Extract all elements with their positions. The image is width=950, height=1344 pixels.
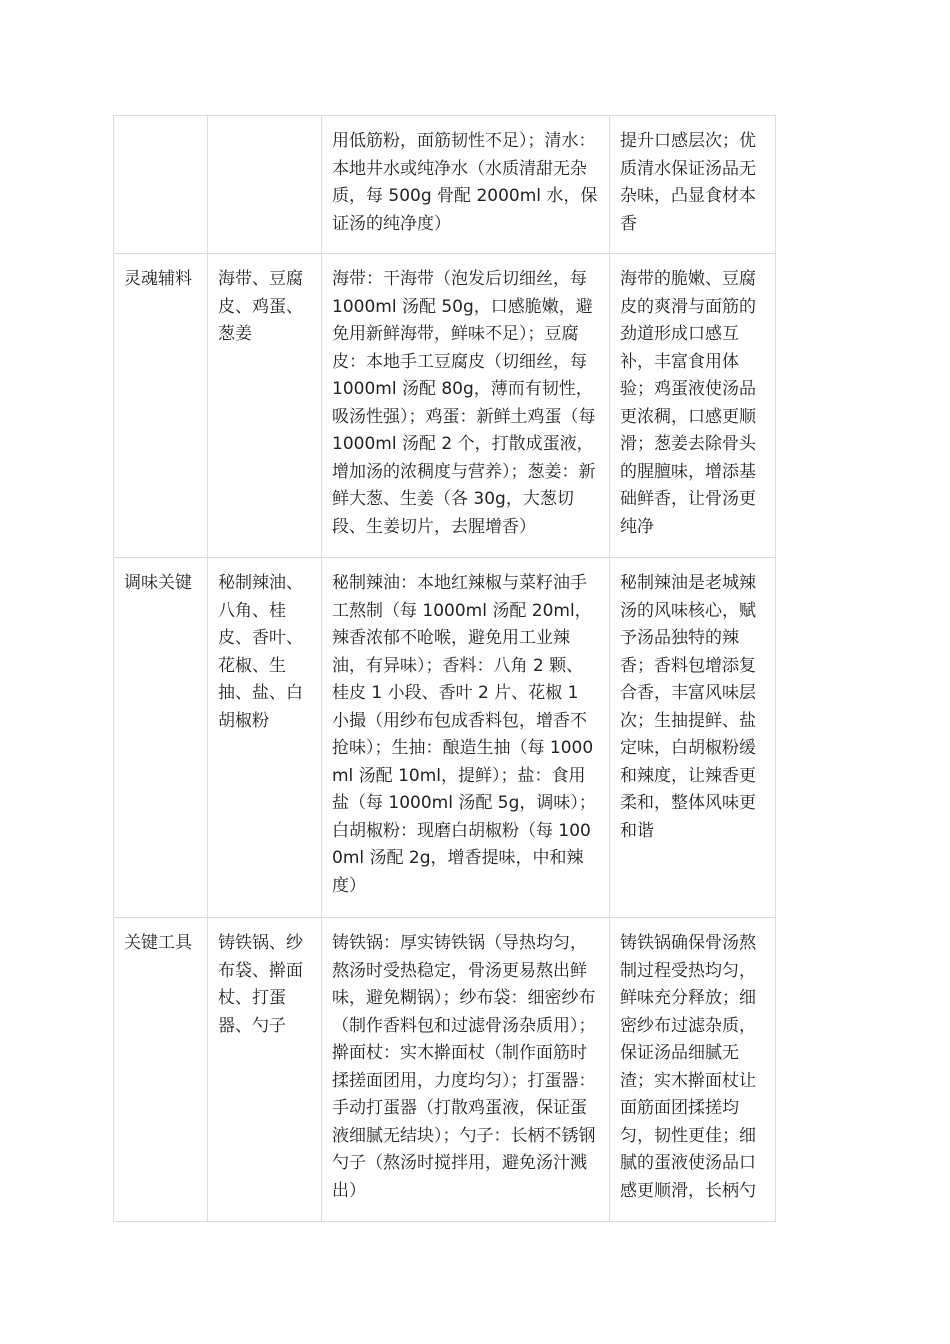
items-cell <box>208 116 322 254</box>
table-row <box>114 254 776 558</box>
details-cell: 海带：干海带（泡发后切细丝，每 1000ml 汤配 50g，口感脆嫩，避免用新鲜海带，鲜味不足）；豆腐皮：本地手工豆腐皮（切细丝，每 1000ml 汤配 80g，薄而有韧性，吸汤性强）；鸡蛋：新鲜土鸡蛋（每 1000ml 汤配 2 个，打散成蛋液，增加汤的浓稠度与营养）；葱姜：新鲜大葱、生姜（各 30g，大葱切段、生姜切片，去腥增香） <box>322 254 610 558</box>
details-cell: 用低筋粉，面筋韧性不足）；清水：本地井水或纯净水（水质清甜无杂质，每 500g 骨配 2000ml 水，保证汤的纯净度） <box>322 116 610 254</box>
items-cell: 海带、豆腐皮、鸡蛋、葱姜 <box>208 254 322 558</box>
category-cell <box>114 116 208 254</box>
effect-cell: 提升口感层次；优质清水保证汤品无杂味，凸显食材本香 <box>610 116 776 254</box>
table-row <box>114 116 776 254</box>
table-row <box>114 918 776 1222</box>
effect-cell: 海带的脆嫩、豆腐皮的爽滑与面筋的劲道形成口感互补，丰富食用体验；鸡蛋液使汤品更浓稠，口感更顺滑；葱姜去除骨头的腥膻味，增添基础鲜香，让骨汤更纯净 <box>610 254 776 558</box>
category-cell: 关键工具 <box>114 918 208 1222</box>
effect-cell: 秘制辣油是老城辣汤的风味核心，赋予汤品独特的辣香；香料包增添复合香，丰富风味层次；生抽提鲜、盐定味，白胡椒粉缓和辣度，让辣香更柔和，整体风味更和谐 <box>610 558 776 918</box>
details-cell: 铸铁锅：厚实铸铁锅（导热均匀，熬汤时受热稳定，骨汤更易熬出鲜味，避免糊锅）；纱布袋：细密纱布（制作香料包和过滤骨汤杂质用）；擀面杖：实木擀面杖（制作面筋时揉搓面团用，力度均匀）；打蛋器：手动打蛋器（打散鸡蛋液，保证蛋液细腻无结块）；勺子：长柄不锈钢勺子（熬汤时搅拌用，避免汤汁溅出） <box>322 918 610 1222</box>
details-cell: 秘制辣油：本地红辣椒与菜籽油手工熬制（每 1000ml 汤配 20ml，辣香浓郁不呛喉，避免用工业辣油，有异味）；香料：八角 2 颗、桂皮 1 小段、香叶 2 片、花椒 1 小撮（用纱布包成香料包，增香不抢味）；生抽：酿造生抽（每 1000ml 汤配 10ml，提鲜）；盐：食用盐（每 1000ml 汤配 5g，调味）；白胡椒粉：现磨白胡椒粉（每 1000ml 汤配 2g，增香提味，中和辣度） <box>322 558 610 918</box>
table-row <box>114 558 776 918</box>
items-cell: 铸铁锅、纱布袋、擀面杖、打蛋器、勺子 <box>208 918 322 1222</box>
category-cell: 调味关键 <box>114 558 208 918</box>
effect-cell: 铸铁锅确保骨汤熬制过程受热均匀，鲜味充分释放；细密纱布过滤杂质，保证汤品细腻无渣；实木擀面杖让面筋面团揉搓均匀，韧性更佳；细腻的蛋液使汤品口感更顺滑，长柄勺 <box>610 918 776 1222</box>
category-cell: 灵魂辅料 <box>114 254 208 558</box>
items-cell: 秘制辣油、八角、桂皮、香叶、花椒、生抽、盐、白胡椒粉 <box>208 558 322 918</box>
ingredient-table <box>113 115 776 1222</box>
